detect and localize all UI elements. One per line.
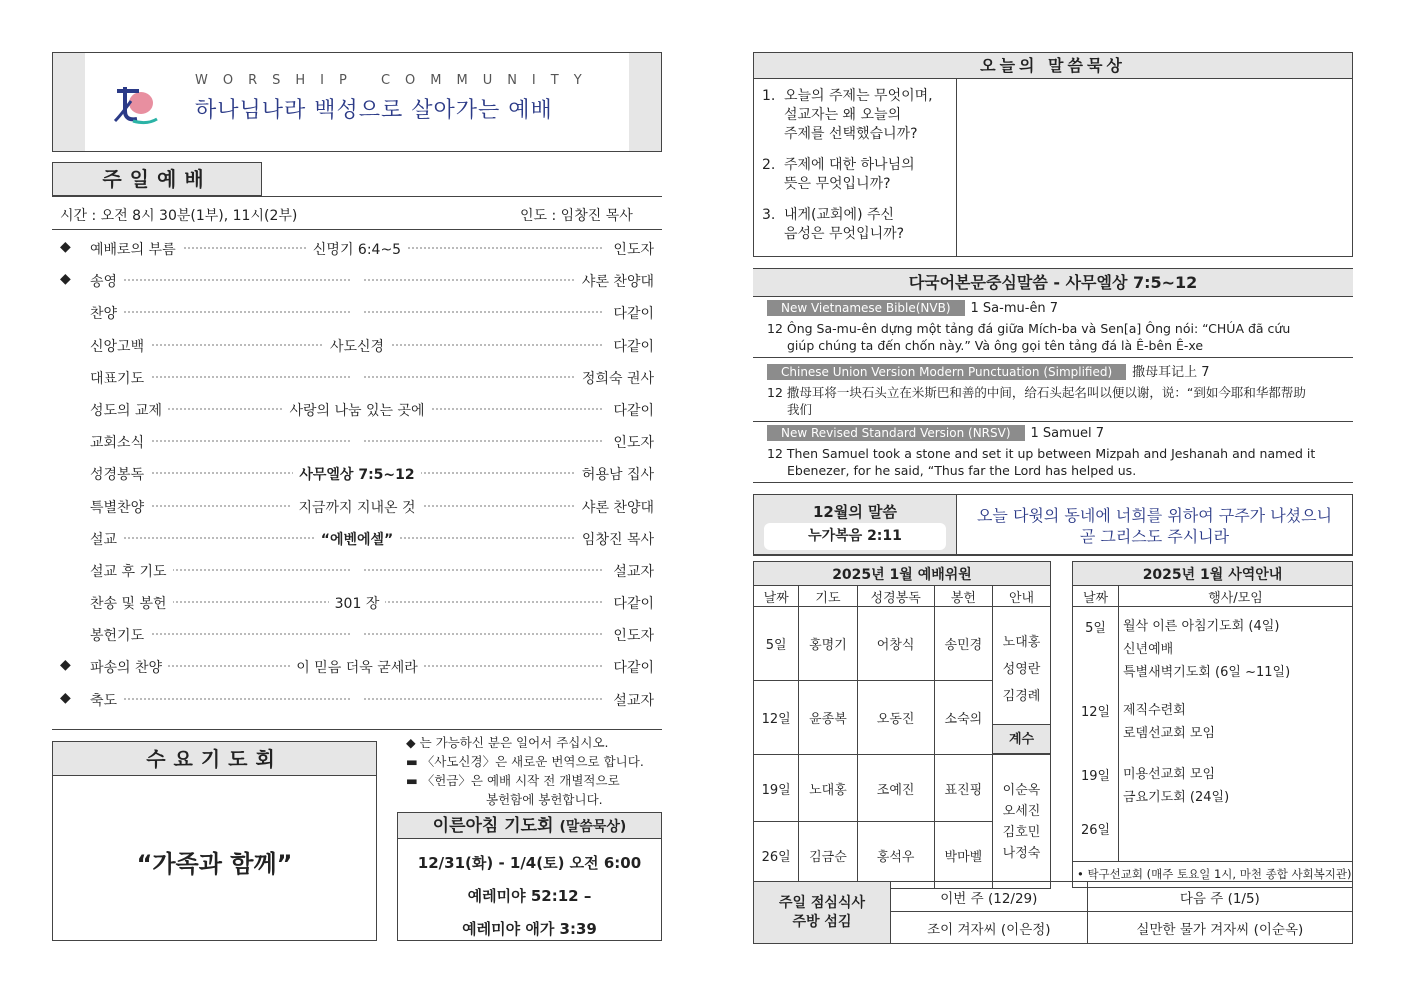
order-item-detail-wrap [52,529,662,549]
order-item-name: 성경봉독 [90,467,150,483]
order-item-name: 설교 [90,532,123,548]
duty-count-name: 오세진 [1002,803,1041,819]
divider [52,229,662,230]
order-item-person: 임창진 목사 [576,529,654,549]
duty-date: 26일 [754,822,799,889]
note-offering: ▬ 〈헌금〉은 예배 시작 전 개별적으로 [406,773,620,788]
duty-date: 12일 [754,681,799,755]
duty-guide: 노대홍 [1002,635,1041,650]
schedule-event: 로뎀선교회 모임 [1123,726,1216,741]
order-item-name: 파송의 찬양 [90,660,168,676]
morning-heading [398,813,661,839]
month-label: 12월의 말씀 [812,503,898,521]
multi-language-box [753,268,1353,492]
order-item-detail [351,303,363,319]
lunch-this-week: 이번 주 (12/29) [891,882,1088,912]
order-item-person: 샤론 찬양대 [576,497,654,517]
schedule-event: 신년예배 [1123,642,1174,657]
order-item-detail: 신명기 6:4~5 [307,242,407,258]
wednesday-theme: “가족과 함께” [136,850,293,878]
duty-read: 홍석우 [857,822,934,889]
duty-read: 어창식 [857,607,934,681]
version-text: 12 Then Samuel took a stone and set it up between Mizpah and Jeshanah and named it [767,446,1316,461]
duty-count-cell [993,755,1051,889]
question-number: 2. [762,157,776,173]
order-item-detail [351,368,363,384]
duty-offer: 송민경 [934,607,992,681]
duty-table [753,561,1051,889]
duty-read: 조예진 [857,755,934,822]
order-row [52,683,662,715]
meditation-questions [762,87,957,256]
order-item-detail [351,432,363,448]
community-label: WORSHIP COMMUNITY [195,73,597,88]
duty-col-header: 기도 [799,586,857,607]
order-item-detail [351,271,363,287]
schedule-event: 특별새벽기도회 (6일 ~11일) [1123,665,1291,680]
multi-versions [753,297,1353,483]
order-item-detail [351,625,363,641]
schedule-event: 월삭 이른 아침기도회 (4일) [1123,619,1280,634]
duty-offer: 박마벨 [934,822,992,889]
schedule-col-event: 행사/모임 [1119,586,1353,607]
duty-pray: 김금순 [799,822,857,889]
bible-version [753,358,1353,422]
schedule-table [1072,561,1353,888]
order-item-detail: 301 장 [329,596,386,612]
order-item-person: 인도자 [607,432,654,452]
order-row [52,393,662,425]
order-item-detail-wrap [52,271,662,287]
order-row [52,618,662,650]
header-stripe-left [53,53,85,151]
morning-date: 12/31(화) - 1/4(토) 오전 6:00 [417,854,642,872]
order-row [52,490,662,522]
order-item-name: 성도의 교제 [90,403,168,419]
question-line: 주제에 대한 하나님의 [784,157,915,173]
version-tag: New Vietnamese Bible(NVB) [767,300,965,316]
order-item-detail: 지금까지 지내온 것 [292,500,421,516]
duty-table-wrap [753,561,1051,889]
order-row [52,522,662,554]
lunch-label-2: 주방 섬김 [792,913,852,930]
schedule-row [1073,607,1353,691]
service-time: 시간 : 오전 8시 30분(1부), 11시(2부) [60,208,298,224]
question-line: 설교자는 왜 오늘의 [784,107,902,123]
duty-col-header: 날짜 [754,586,799,607]
standing-icon: ◆ [60,239,71,255]
order-item-name: 예배로의 부름 [90,242,182,258]
question-line: 내게(교회에) 주신 [784,207,895,223]
order-item-detail-wrap [52,690,662,706]
order-row [52,586,662,618]
church-logo-icon [111,81,159,127]
order-item-detail-wrap [52,303,662,319]
question-line: 음성은 무엇입니까? [784,226,905,242]
divider [52,729,662,730]
order-item-name: 찬양 [90,306,123,322]
bible-version [753,422,1353,483]
standing-icon: ◆ [60,271,71,288]
order-item-person: 인도자 [607,625,654,645]
order-item-name: 특별찬양 [90,500,150,516]
month-verse-2: 곧 그리스도 주시니라 [1079,527,1230,546]
version-text: Ebenezer, for he said, “Thus far the Lord has helped us. [787,463,1137,478]
standing-icon: ◆ [60,657,71,674]
order-item-person: 허용남 집사 [576,464,654,484]
schedule-row [1073,691,1353,755]
version-tag: Chinese Union Version Modern Punctuation (Simplified) [767,364,1126,380]
duty-date: 5일 [754,607,799,681]
meditation-question [762,156,957,194]
schedule-event: 금요기도회 (24일) [1123,790,1230,805]
morning-sub: (말씀묵상) [559,819,627,835]
month-verse-box [753,494,1353,556]
lunch-next-week: 다음 주 (1/5) [1087,882,1352,912]
question-line: 오늘의 주제는 무엇이며, [784,88,933,104]
order-item-detail [351,690,363,706]
meditation-heading: 오늘의 말씀묵상 [754,53,1352,79]
order-item-name: 축도 [90,693,123,709]
meditation-question [762,206,957,244]
schedule-date: 12일 [1073,691,1119,755]
lunch-this-names: 조이 겨자씨 (이은정) [891,912,1088,944]
schedule-events [1119,607,1353,691]
order-row [52,264,662,296]
wednesday-heading: 수요기도회 [53,742,376,776]
duty-offer: 소숙의 [934,681,992,755]
multi-heading: 다국어본문중심말씀 - 사무엘상 7:5~12 [753,269,1353,297]
duty-read: 오동진 [857,681,934,755]
worship-header [52,52,662,152]
duty-pray: 노대홍 [799,755,857,822]
duty-col-header: 성경봉독 [857,586,934,607]
morning-prayer-box [397,812,662,941]
question-number: 3. [762,207,776,223]
order-item-name: 송영 [90,274,123,290]
schedule-footnote: • 탁구선교회 (매주 토요일 1시, 마천 종합 사회복지관) [1073,861,1353,887]
order-item-name: 봉헌기도 [90,628,150,644]
order-item-person: 샤론 찬양대 [576,271,654,291]
order-row [52,296,662,328]
schedule-events [1119,809,1353,861]
duty-pray: 홍명기 [799,607,857,681]
order-row [52,457,662,489]
note-standing: ◆ 는 가능하신 분은 일어서 주십시오. [406,735,609,750]
schedule-heading: 2025년 1월 사역안내 [1073,562,1353,586]
duty-count-name: 이순옥 [1002,782,1041,798]
order-item-detail: 사무엘상 7:5~12 [293,467,420,483]
version-ref: 1 Samuel 7 [1030,426,1105,441]
duty-guide-cell [993,607,1051,755]
question-line: 주제를 선택했습니까? [784,126,918,142]
order-item-name: 설교 후 기도 [90,564,173,580]
order-item-name: 찬송 및 봉헌 [90,596,173,612]
version-ref: 1 Sa-mu-ên 7 [970,301,1059,316]
version-text: 12 撒母耳将一块石头立在米斯巴和善的中间，给石头起名叫以便以谢，说：“到如今耶和华都帮助 [767,385,1306,400]
lunch-next-names: 실만한 물가 겨자씨 (이순옥) [1087,912,1352,944]
duty-col-header: 안내 [993,586,1051,607]
duty-heading: 2025년 1월 예배위원 [754,562,1051,586]
order-item-detail: 사랑의 나눔 있는 곳에 [283,403,430,419]
duty-col-header: 봉헌 [934,586,992,607]
order-row [52,425,662,457]
order-row [52,554,662,586]
schedule-date: 5일 [1073,607,1119,691]
meditation-box [753,52,1353,257]
order-row [52,232,662,264]
order-row [52,329,662,361]
duty-count-name: 나정숙 [1002,845,1041,861]
order-item-person: 다같이 [607,336,654,356]
version-text: giúp chúng ta đến chốn này.” Và ông gọi tên tảng đá là Ê-bên Ê-xe [787,338,1204,353]
duty-row [754,607,1051,681]
schedule-event: 제직수련회 [1123,703,1186,718]
version-ref: 撒母耳记上 7 [1132,365,1210,380]
duty-offer: 표진핑 [934,755,992,822]
month-label-box [754,495,957,554]
bible-version [753,297,1353,358]
order-item-person: 다같이 [607,303,654,323]
schedule-row [1073,755,1353,809]
schedule-date: 26일 [1073,809,1119,861]
lunch-label [754,882,891,944]
question-number: 1. [762,88,776,104]
lunch-label-1: 주일 점심식사 [778,894,866,911]
order-item-person: 다같이 [607,657,654,677]
order-item-name: 교회소식 [90,435,150,451]
duty-count-label: 계수 [993,724,1050,754]
duty-date: 19일 [754,755,799,822]
order-item-person: 정희숙 권사 [576,368,654,388]
note-offering-2: 봉헌함에 봉헌합니다. [486,792,603,807]
duty-pray: 윤종복 [799,681,857,755]
version-text: 我们 [787,402,813,417]
wednesday-box [52,741,377,941]
morning-text-2: 예레미야 애가 3:39 [462,920,597,938]
note-creed: ▬ 〈사도신경〉은 새로운 번역으로 합니다. [406,754,644,769]
sunday-heading: 주일예배 [52,162,262,196]
month-verse-1: 오늘 다윗의 동네에 너희를 위하여 구주가 나셨으니 [976,506,1333,525]
schedule-event: 미용선교회 모임 [1123,767,1216,782]
duty-row [754,755,1051,822]
divider [52,196,662,197]
order-row [52,361,662,393]
order-of-service [52,232,662,715]
duty-guide: 성영란 [1002,662,1041,677]
duty-count-name: 김호민 [1002,824,1041,840]
order-item-name: 신앙고백 [90,339,150,355]
order-item-person: 다같이 [607,593,654,613]
order-row [52,650,662,682]
question-line: 뜻은 무엇입니까? [784,176,891,192]
order-item-detail [351,561,363,577]
schedule-events [1119,691,1353,755]
schedule-row [1073,809,1353,861]
version-text: 12 Ông Sa-mu-ên dựng một tảng đá giữa Mích-ba và Sen[a] Ông nói: “CHÚA đã cứu [767,321,1291,336]
order-item-detail: 이 믿음 더욱 굳세라 [290,660,424,676]
schedule-events [1119,755,1353,809]
duty-guide: 김경례 [1002,689,1041,704]
order-item-person: 인도자 [607,239,654,259]
order-item-person: 설교자 [607,561,654,581]
month-ref: 누가복음 2:11 [764,523,946,550]
order-item-detail: “에벤에셀” [315,532,400,548]
meditation-question [762,87,957,144]
order-item-name: 대표기도 [90,371,150,387]
schedule-date: 19일 [1073,755,1119,809]
morning-text-1: 예레미야 52:12 – [467,887,592,905]
schedule-col-date: 날짜 [1073,586,1119,607]
morning-title: 이른아침 기도회 [432,816,554,836]
standing-icon: ◆ [60,689,71,706]
schedule-table-wrap [1072,561,1353,888]
order-item-person: 설교자 [607,690,654,710]
lunch-table-wrap [753,881,1353,944]
order-item-person: 다같이 [607,400,654,420]
header-stripe-right [629,53,661,151]
header-title: 하나님나라 백성으로 살아가는 예배 [195,98,553,123]
notes [406,733,644,809]
version-tag: New Revised Standard Version (NRSV) [767,425,1025,441]
order-item-detail: 사도신경 [324,339,390,355]
service-leader: 인도 : 임창진 목사 [520,208,633,224]
